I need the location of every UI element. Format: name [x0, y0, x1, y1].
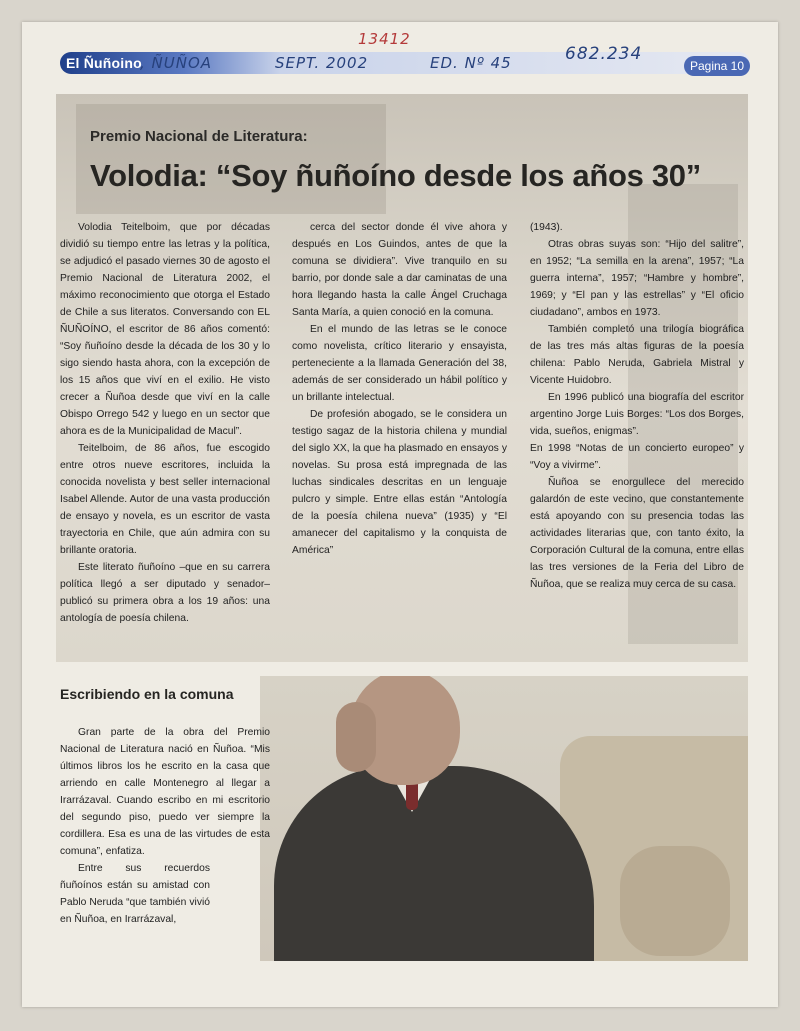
paragraph: Volodia Teitelboim, que por décadas dividió su tiempo entre las letras y la política, se adjudicó el pasado viernes 30 de agosto el Premio Nacional de Literatura 2002, el máximo reconocimiento que otorga el Estado de Chile a sus literatos. Conversando con EL ÑUÑOÍNO, el escritor de 86 años comentó: “Soy ñuñoíno desde la década de los 30 y lo sigo siendo hasta ahora, con la excepción de los 15 años que viví en el exilio. He visto crecer a Ñuñoa desde que viví en la calle Obispo Orrego 542 y luego en un sector que ahora es de la Municipalidad de Macul”.	[60, 222, 270, 437]
section-subhead: Escribiendo en la comuna	[60, 686, 234, 702]
paragraph: Otras obras suyas son: “Hijo del salitre”, en 1952; “La semilla en la arena”, 1957; “La guerra interna”, 1957; “Hambre y hombre”, 1969; y “El pan y las estrellas” y “El oficio ciudadano”, ambos en 1973.	[530, 239, 744, 318]
paragraph: Este literato ñuñoíno –que en su carrera política llegó a ser diputado y senador– publicó su primera obra a los 19 años: una antología de poesía chilena.	[60, 562, 270, 624]
handwritten-code-right: 682.234	[565, 44, 643, 64]
paragraph: En 1996 publicó una biografía del escritor argentino Jorge Luis Borges: “Los dos Borges, vida, sueños, enigmas”.	[530, 392, 744, 437]
article-column-4	[60, 724, 270, 928]
article-title: Volodia: “Soy ñuñoíno desde los años 30”	[90, 158, 701, 193]
paragraph: De profesión abogado, se le considera un testigo sagaz de la historia chilena y mundial del siglo XX, la que ha plasmado en ensayos y novelas. Su prosa está impregnada de las luchas sindicales descritas en un lenguaje pulcro y simple. Entre ellas están “Antología de la poesía chilena nueva” (1935) y “El amanecer del capitalismo y la conquista de América”	[292, 409, 507, 556]
article-column-3	[530, 219, 744, 593]
handwritten-place: , ÑUÑOA	[140, 54, 213, 72]
paragraph: Teitelboim, de 86 años, fue escogido entre otros nueve escritores, incluida la conocida novelista y best seller internacional Isabel Allende. Autor de una vasta producción de ensayo y novela, es un escritor de vasta trayectoria en Chile, que aún admira con su brillante oratoria.	[60, 443, 270, 556]
paragraph: En el mundo de las letras se le conoce como novelista, crítico literario y ensayista, perteneciente a la llamada Generación del 38, además de ser considerado un hábil político y un brillante intelectual.	[292, 324, 507, 403]
handwritten-code-top: 13412	[358, 30, 411, 48]
cushion-shape	[620, 846, 730, 956]
article-column-1	[60, 219, 270, 627]
article-kicker: Premio Nacional de Literatura:	[90, 128, 308, 145]
handwritten-date: SEPT. 2002	[275, 54, 369, 72]
paragraph: También completó una trilogía biográfica de las tres más altas figuras de la poesía chilena: Pablo Neruda, Gabriela Mistral y Vicente Huidobro.	[530, 324, 744, 386]
portrait-photo	[260, 676, 748, 961]
handwritten-edition: ED. Nº 45	[430, 54, 512, 72]
paragraph: Ñuñoa se enorgullece del merecido galardón de este vecino, que constantemente está apoyando con su presencia todas las actividades literarias que, con tanto éxito, la Corporación Cultural de la comuna, entre ellas las tres versiones de la Feria del Libro de Ñuñoa, que se realiza muy cerca de su casa.	[530, 477, 744, 590]
paragraph: En 1998 “Notas de un concierto europeo” y “Voy a vivirme”.	[530, 443, 744, 471]
paragraph: Gran parte de la obra del Premio Nacional de Literatura nació en Ñuñoa. “Mis últimos libros los he escrito en la casa que arriendo en calle Montenegro al llegar a Irarrázaval. Cuando escribo en mi escritorio del segundo piso, puedo ver siempre la cordillera. Esa es una de las virtudes de esta comuna”, enfatiza.	[60, 727, 270, 857]
paragraph: Entre sus recuerdos ñuñoínos están su amistad con Pablo Neruda “que también vivió en Ñuñoa, en Irarrázaval,	[60, 863, 210, 925]
masthead-logo: El Ñuñoino	[66, 55, 142, 71]
article-column-2	[292, 219, 507, 559]
hand-shape	[336, 702, 376, 772]
paragraph: cerca del sector donde él vive ahora y después en Los Guindos, antes de que la comuna se dividiera”. Vive tranquilo en su barrio, por donde sale a dar caminatas de una hora llegando hasta la calle Ángel Cruchaga Santa María, a quien conoció en la comuna.	[292, 222, 507, 318]
paragraph: (1943).	[530, 222, 563, 233]
suit-shape	[274, 766, 594, 961]
page-number-badge: Pagina 10	[684, 56, 750, 76]
